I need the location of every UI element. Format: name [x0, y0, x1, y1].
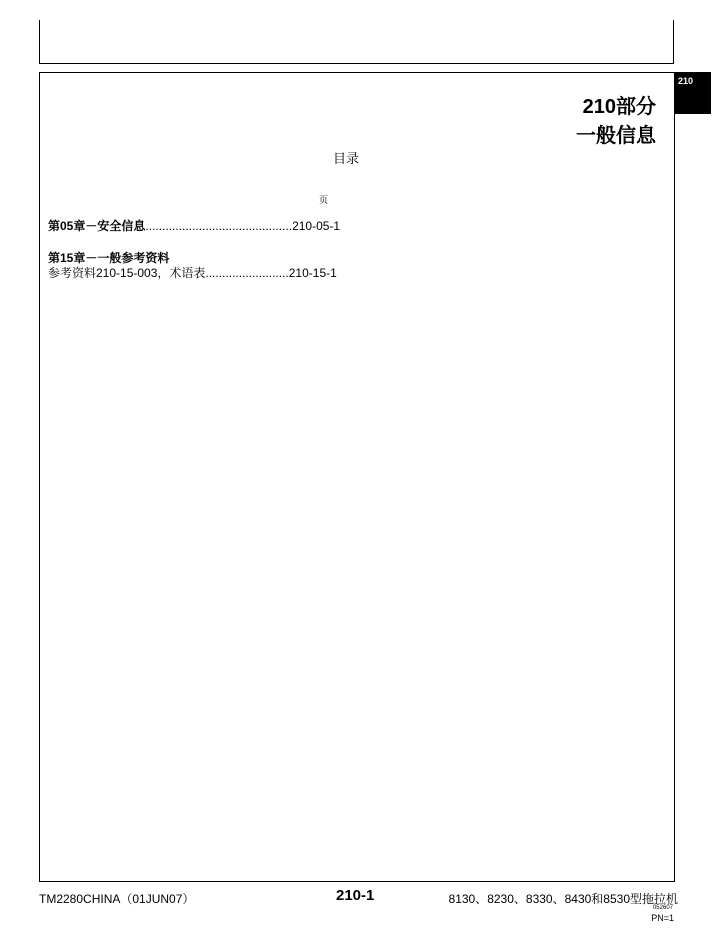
- toc-entry-chapter-05[interactable]: [48, 217, 340, 234]
- section-title: 一般信息: [576, 125, 656, 147]
- page-frame: [39, 72, 675, 882]
- toc-entry-label: 参考资料210-15-003，术语表: [48, 266, 206, 280]
- footer-page-number: 210-1: [336, 887, 375, 904]
- toc-chapter-15-heading[interactable]: 第15章－一般参考资料: [48, 251, 170, 265]
- footer-date-code: 052607: [652, 905, 673, 911]
- toc-entry-page: 210-05-1: [292, 219, 341, 233]
- top-frame: [39, 20, 674, 64]
- page-column-label: 页: [319, 195, 329, 205]
- toc-entry-label: 第05章－安全信息: [48, 219, 146, 233]
- toc-entry-glossary[interactable]: [48, 264, 337, 281]
- toc-leader-dots: .........................: [205, 266, 289, 280]
- section-number: 210部分: [582, 96, 656, 118]
- toc-entry-page: 210-15-1: [288, 266, 337, 280]
- footer-manual-id: TM2280CHINA（01JUN07）: [39, 892, 195, 906]
- toc-heading: 目录: [333, 151, 360, 166]
- section-tab: 210: [675, 72, 711, 114]
- toc-leader-dots: ............................................: [145, 219, 293, 233]
- footer-pn: PN=1: [651, 913, 674, 923]
- footer-model-list: 8130、8230、8330、8430和8530型拖拉机: [448, 892, 678, 906]
